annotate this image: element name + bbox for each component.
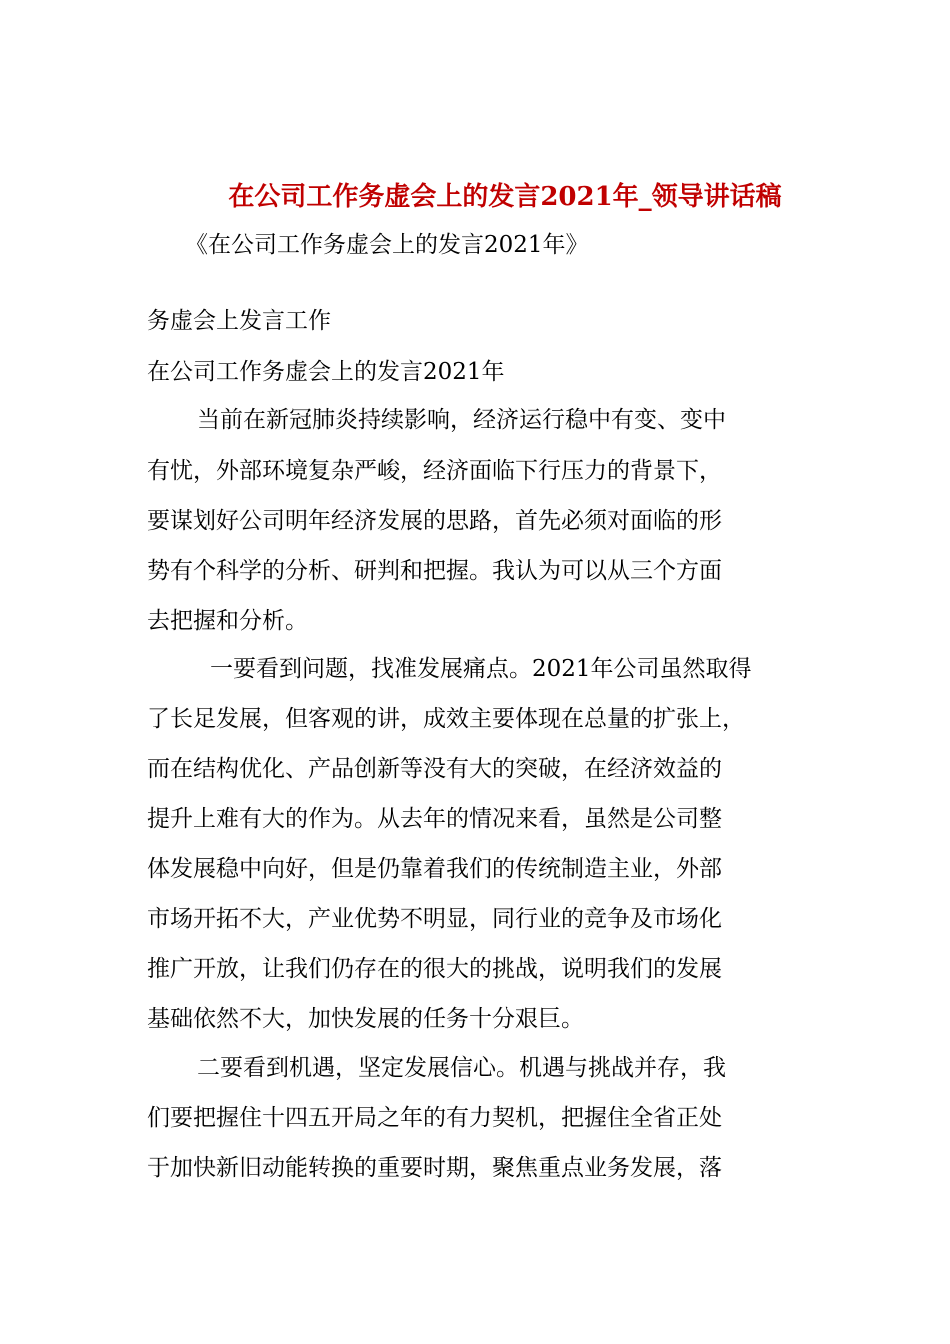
paragraph-line: 市场开拓不大，产业优势不明显，同行业的竞争及市场化	[147, 906, 722, 932]
keyword-line: 务虚会上发言工作	[147, 308, 331, 334]
paragraph-line: 势有个科学的分析、研判和把握。我认为可以从三个方面	[147, 558, 722, 584]
document-title: 在公司工作务虚会上的发言2021年_领导讲话稿	[228, 182, 782, 212]
paragraph-line: 基础依然不大，加快发展的任务十分艰巨。	[147, 1006, 584, 1032]
paragraph-line: 了长足发展，但客观的讲，成效主要体现在总量的扩张上，	[147, 706, 745, 732]
heading-line: 在公司工作务虚会上的发言2021年	[147, 359, 505, 385]
paragraph-line: 有忧，外部环境复杂严峻，经济面临下行压力的背景下，	[147, 458, 722, 484]
paragraph-line: 一要看到问题，找准发展痛点。2021年公司虽然取得	[210, 656, 752, 682]
paragraph-line: 于加快新旧动能转换的重要时期，聚焦重点业务发展，落	[147, 1155, 722, 1181]
paragraph-line: 去把握和分析。	[147, 608, 308, 634]
paragraph-line: 们要把握住十四五开局之年的有力契机，把握住全省正处	[147, 1105, 722, 1131]
subtitle-line: 《在公司工作务虚会上的发言2021年》	[185, 232, 589, 258]
paragraph-line: 当前在新冠肺炎持续影响，经济运行稳中有变、变中	[197, 407, 726, 433]
paragraph-line: 要谋划好公司明年经济发展的思路，首先必须对面临的形	[147, 508, 722, 534]
paragraph-line: 推广开放，让我们仍存在的很大的挑战，说明我们的发展	[147, 956, 722, 982]
paragraph-line: 提升上难有大的作为。从去年的情况来看，虽然是公司整	[147, 806, 722, 832]
paragraph-line: 体发展稳中向好，但是仍靠着我们的传统制造主业，外部	[147, 856, 722, 882]
paragraph-line: 二要看到机遇，坚定发展信心。机遇与挑战并存，我	[197, 1055, 726, 1081]
paragraph-line: 而在结构优化、产品创新等没有大的突破，在经济效益的	[147, 756, 722, 782]
